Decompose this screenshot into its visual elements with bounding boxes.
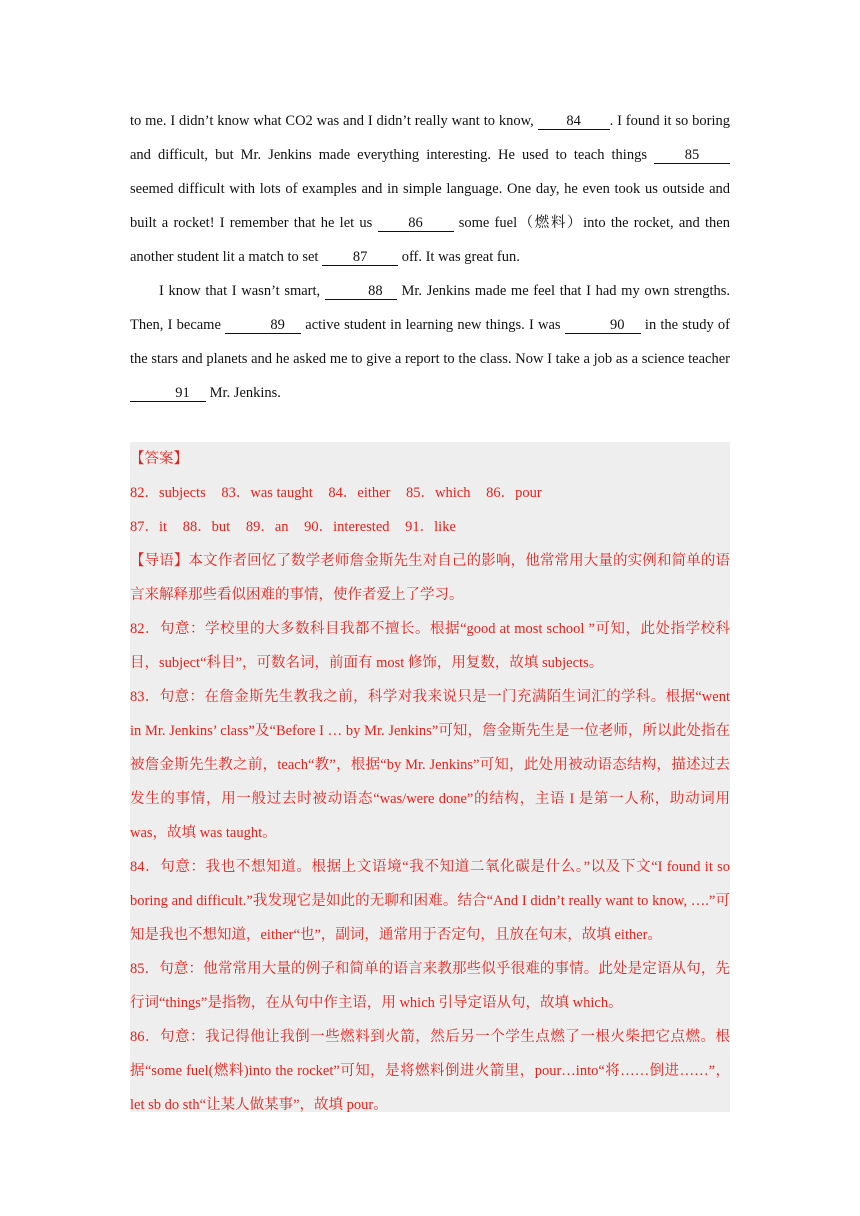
passage-text: Mr. Jenkins. [206, 385, 281, 401]
answer-section [130, 442, 730, 1112]
passage-text: seemed difficult with lots of examples and in simple language. One day, he even took us outside and built a rocket! I remember that he let us [130, 181, 730, 231]
answer-line-1 [130, 476, 730, 510]
passage-text: I know that I wasn’t smart, [159, 283, 325, 299]
passage-text: off. It was great fun. [398, 249, 520, 265]
blank-84: 84 [538, 113, 610, 130]
blank-90: 90 [565, 317, 641, 334]
explanation-84: 84．句意：我也不想知道。根据上文语境“我不知道二氧化碳是什么。”以及下文“I found it so boring and difficult.”我发现它是如此的无聊和困难。结合“And I didn’t really want to know, ….”可知是我也不想知道，either“也”，副词，通常用于否定句，且放在句末，故填 either。 [130, 859, 730, 943]
explanation-86: 86．句意：我记得他让我倒一些燃料到火箭，然后另一个学生点燃了一根火柴把它点燃。根据“some fuel(燃料)into the rocket”可知，是将燃料倒进火箭里，pour…into“将……倒进……”，let sb do sth“让某人做某事”，故填 pour。 [130, 1029, 730, 1113]
blank-87: 87 [322, 249, 398, 266]
answer-item: 86．pour [486, 485, 542, 501]
answer-item: 91．like [405, 519, 456, 535]
answer-item: 83．was taught [221, 485, 313, 501]
blank-89: 89 [225, 317, 301, 334]
blank-85: 85 [654, 147, 730, 164]
blank-91: 91 [130, 385, 206, 402]
blank-88: 88 [325, 283, 397, 300]
answer-line-2 [130, 510, 730, 544]
passage-paragraph-1 [130, 104, 730, 274]
answer-item: 89．an [245, 519, 289, 535]
passage-text: in the study of the stars and planets and he asked me to give a report to the class. Now I take a job as a science teacher [130, 317, 730, 367]
answer-heading: 【答案】 [130, 451, 188, 467]
answer-item: 90．interested [304, 519, 390, 535]
explanation-83: 83．句意：在詹金斯先生教我之前，科学对我来说只是一门充满陌生词汇的学科。根据“went in Mr. Jenkins’ class”及“Before I … by Mr. Jenkins”可知，詹金斯先生是一位老师，所以此处指在被詹金斯先生教之前，teach“教”，根据“by Mr. Jenkins”可知，此处用被动语态结构，描述过去发生的事情，用一般过去时被动语态“was/were done”的结构，主语 I 是第一人称，助动词用 was，故填 was taught。 [130, 689, 730, 841]
blank-86: 86 [378, 215, 454, 232]
passage-text: Mr. Jenkins made me feel that I had my own strengths. Then, I became [130, 283, 730, 333]
answer-item: 85．which [406, 485, 471, 501]
passage-text: . I found it so boring and difficult, but Mr. Jenkins made everything interesting. He used to teach things [130, 113, 731, 163]
passage [130, 104, 730, 410]
answer-item: 82．subjects [130, 485, 206, 501]
answer-item: 87．it [130, 519, 168, 535]
answer-item: 84．either [328, 485, 391, 501]
passage-paragraph-2 [130, 274, 730, 410]
passage-text: to me. I didn’t know what CO2 was and I didn’t really want to know, [130, 113, 538, 129]
guide-text: 【导语】本文作者回忆了数学老师詹金斯先生对自己的影响，他常常用大量的实例和简单的语言来解释那些看似困难的事情，使作者爱上了学习。 [130, 553, 730, 603]
explanation-85: 85．句意：他常常用大量的例子和简单的语言来教那些似乎很难的事情。此处是定语从句，先行词“things”是指物，在从句中作主语，用 which 引导定语从句，故填 which。 [130, 961, 730, 1011]
answer-item: 88．but [182, 519, 231, 535]
explanation-82: 82．句意：学校里的大多数科目我都不擅长。根据“good at most school ”可知，此处指学校科目，subject“科目”，可数名词，前面有 most 修饰，用复数，故填 subjects。 [130, 621, 730, 671]
passage-text: some fuel（燃料）into the rocket, and then another student lit a match to set [130, 215, 730, 265]
passage-text: active student in learning new things. I was [301, 317, 565, 333]
